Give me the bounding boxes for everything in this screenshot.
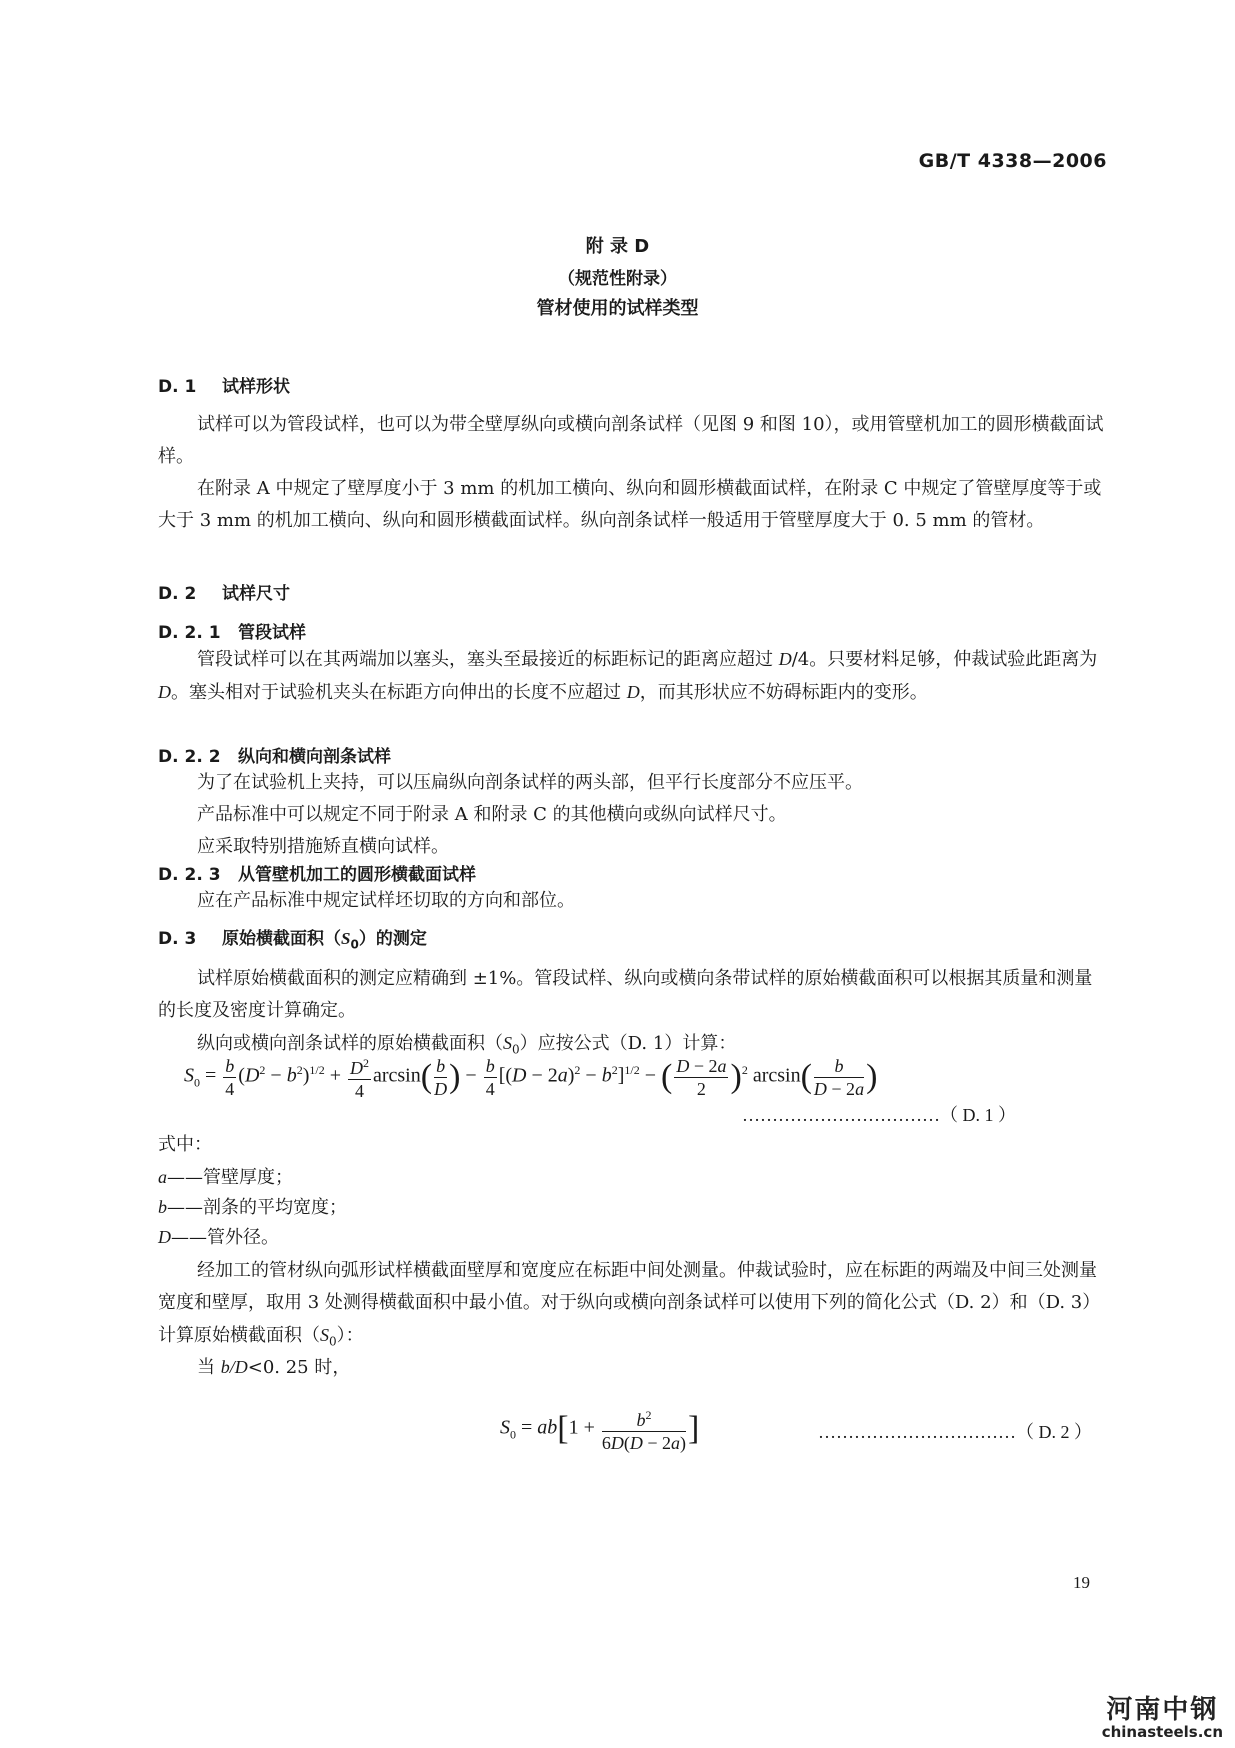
d1-paragraph-2: 在附录 A 中规定了壁厚度小于 3 mm 的机加工横向、纵向和圆形横截面试样，在附录 C 中规定了管壁厚度等于或大于 3 mm 的机加工横向、纵向和圆形横截面试样。纵向剖条试样一般适用于管壁厚度大于 0. 5 mm 的管材。 <box>158 478 1102 531</box>
section-title: 管段试样 <box>238 623 306 643</box>
d3-paragraph-2: 纵向或横向剖条试样的原始横截面积$(S_0)$应按公式（D. 1）计算： <box>197 1033 737 1057</box>
section-d1-heading <box>158 372 290 397</box>
section-number: D. 2. 3 <box>158 865 221 885</box>
d1-paragraph-1: 试样可以为管段试样，也可以为带全壁厚纵向或横向剖条试样（见图 9 和图 10），或用管壁机加工的圆形横截面试样。 <box>158 414 1104 467</box>
equation-number-d2: ……………………………（ D. 2 ） <box>818 1422 1092 1442</box>
section-d23-heading <box>158 860 476 885</box>
d3-paragraph-1: 试样原始横截面积的测定应精确到 ±1%。管段试样、纵向或横向条带试样的原始横截面积可以根据其质量和测量的长度及密度计算确定。 <box>158 968 1093 1021</box>
definition-a: a——管壁厚度； <box>158 1167 293 1188</box>
where-label: 式中： <box>158 1134 212 1155</box>
section-title: 纵向和横向剖条试样 <box>238 747 391 767</box>
definition-b: b——剖条的平均宽度； <box>158 1197 347 1218</box>
d22-paragraph-1: 为了在试验机上夹持，可以压扁纵向剖条试样的两头部，但平行长度部分不应压平。 <box>197 772 863 793</box>
condition-line: 当 b/D<0. 25 时， <box>197 1357 351 1378</box>
d21-paragraph-1: 管段试样可以在其两端加以塞头，塞头至最接近的标距标记的距离应超过 D/4。只要材料足够，仲裁试验此距离为 D。塞头相对于试验机夹头在标距方向伸出的长度不应超过 D，而其形状应不妨碍标距内的变形。 <box>158 649 1098 703</box>
annex-name: 管材使用的试样类型 <box>536 298 699 319</box>
d22-paragraph-2: 产品标准中可以规定不同于附录 A 和附录 C 的其他横向或纵向试样尺寸。 <box>197 804 787 825</box>
annex-title: 附 录 D <box>585 236 650 257</box>
formula-d1: $S_0$ = $\frac{b}{4}$ $(D^2 - b^2)^{1/2}$ + $\frac{D^2}{4}$ arcsin( $\frac{b}{D}$ ) − $\frac{b}{4}$ $[(D - 2a)^2 - b^2]^{1/2}$ − ( $\frac{D - 2a}{2}$ )$^2$ arcsin( $\frac{b}{D - 2a}$ ) <box>184 1052 1024 1102</box>
standard-code: GB/T 4338—2006 <box>918 150 1107 172</box>
d22-paragraph-3: 应采取特别措施矫直横向试样。 <box>197 836 449 857</box>
d23-paragraph-1: 应在产品标准中规定试样坯切取的方向和部位。 <box>197 890 575 911</box>
definition-d: D——管外径。 <box>158 1227 279 1248</box>
d3-paragraph-3: 经加工的管材纵向弧形试样横截面壁厚和宽度应在标距中间处测量。仲裁试验时，应在标距的两端及中间三处测量宽度和壁厚，取用 3 处测得横截面积中最小值。对于纵向或横向剖条试样可以使用下列的简化公式（D. 2）和（D. 3）计算原始横截面积$(S_0)$： <box>158 1260 1101 1349</box>
watermark-cn: 河南中钢 <box>1106 1695 1219 1725</box>
section-title: 试样形状 <box>222 377 290 397</box>
watermark-logo <box>1102 1696 1223 1740</box>
section-number: D. 3 <box>158 929 197 949</box>
equation-number-d1: ……………………………（ D. 1 ） <box>742 1105 1016 1125</box>
section-number: D. 2. 2 <box>158 747 221 767</box>
section-d3-heading: D. 3 原始横截面积$(S_0)$的测定 <box>158 929 427 952</box>
formula-d2: $S_0 = ab[1$ + $\frac{b^2}{6D(D - 2a)}$ ] <box>500 1404 800 1454</box>
section-d21-heading <box>158 618 306 643</box>
watermark-en: chinasteels.cn <box>1101 1723 1223 1741</box>
annex-subtitle: （规范性附录） <box>558 269 677 289</box>
section-number: D. 2. 1 <box>158 623 221 643</box>
section-d22-heading <box>158 742 391 767</box>
section-title: 从管壁机加工的圆形横截面试样 <box>238 865 476 885</box>
section-d2-heading <box>158 579 290 604</box>
section-number: D. 1 <box>158 377 197 397</box>
section-number: D. 2 <box>158 584 197 604</box>
page-number: 19 <box>1073 1573 1090 1592</box>
section-title: 试样尺寸 <box>222 584 290 604</box>
